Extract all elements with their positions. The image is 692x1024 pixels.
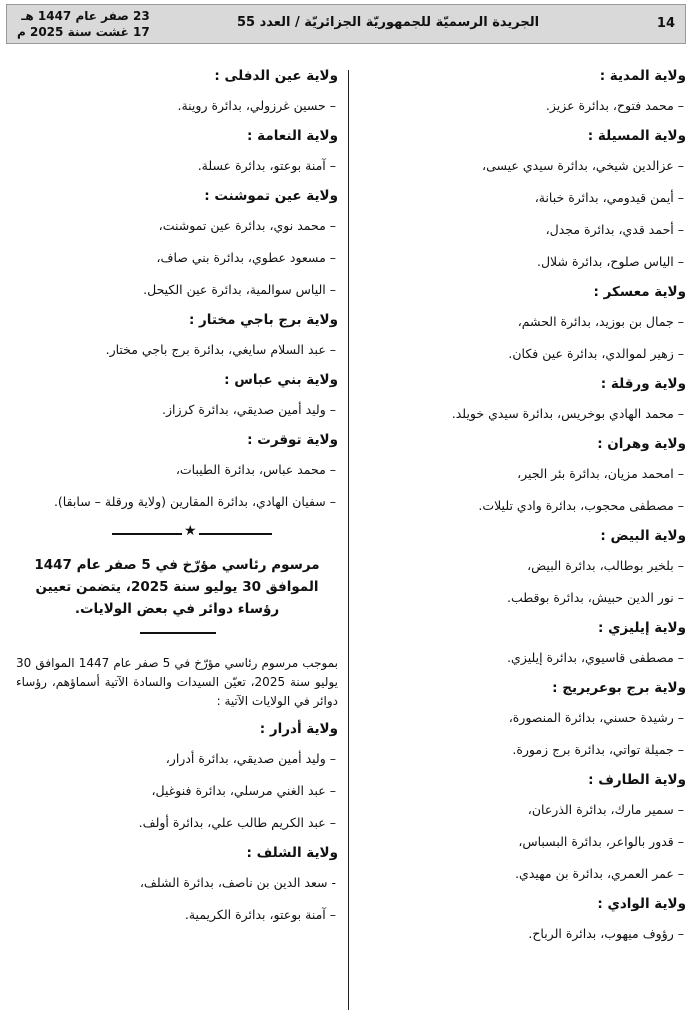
page-number: 14 — [656, 16, 675, 31]
appointment-entry: – جميلة تواتي، بدائرة برج زمورة. — [512, 742, 684, 757]
right-column — [360, 62, 686, 950]
wilaya-heading: ولاية الوادي : — [597, 896, 686, 912]
date-hijri: 23 صفر عام 1447 هـ — [21, 9, 150, 23]
appointment-entry: – آمنة بوعتو، بدائرة الكريمية. — [184, 907, 336, 922]
left-column — [16, 62, 338, 931]
appointment-entry: – عمر العمري، بدائرة بن مهيدي. — [515, 866, 684, 881]
appointment-entry: – عزالدين شيخي، بدائرة سيدي عيسى، — [482, 158, 684, 173]
appointment-entry: – مسعود عطوي، بدائرة بني صاف، — [156, 250, 336, 265]
wilaya-heading: ولاية النعامة : — [247, 128, 338, 144]
wilaya-heading: ولاية المسيلة : — [587, 128, 686, 144]
appointment-entry: – عبد السلام سايغي، بدائرة برج باجي مختار. — [105, 342, 336, 357]
left-sections-top — [16, 62, 338, 518]
appointment-entry: – رؤوف ميهوب، بدائرة الرباح. — [528, 926, 684, 941]
journal-title: الجريدة الرسميّة للجمهوريّة الجزائريّة / العدد 55 — [237, 15, 540, 30]
decree-body: بموجب مرسوم رئاسي مؤرّخ في 5 صفر عام 1447 الموافق 30 يوليو سنة 2025، تعيّن السيدات والسادة الآتية أسماؤهم، رؤساء دوائر في الولايات الآتية : — [16, 656, 338, 708]
wilaya-heading: ولاية المدية : — [599, 68, 686, 84]
appointment-entry: – سمير مارك، بدائرة الذرعان، — [527, 802, 684, 817]
appointment-entry: – محمد الهادي بوخريس، بدائرة سيدي خويلد. — [451, 406, 684, 421]
appointment-entry: – آمنة بوعتو، بدائرة عسلة. — [197, 158, 336, 173]
appointment-entry: – زهير لموالدي، بدائرة عين فكان. — [508, 346, 684, 361]
wilaya-heading: ولاية ورقلة : — [600, 376, 686, 392]
wilaya-heading: ولاية توقرت : — [247, 432, 338, 448]
left-sections-bottom — [16, 715, 338, 931]
appointment-entry: – الياس سوالمية، بدائرة عين الكيحل. — [143, 282, 336, 297]
appointment-entry: – قدور بالواعر، بدائرة البسباس، — [518, 834, 684, 849]
wilaya-heading: ولاية عين الدفلى : — [214, 68, 338, 84]
appointment-entry: – مصطفى قاسيوي، بدائرة إيليزي. — [507, 650, 684, 665]
appointment-entry: – عبد الكريم طالب علي، بدائرة أولف. — [138, 815, 336, 830]
appointment-entry: – رشيدة حسني، بدائرة المنصورة، — [508, 710, 684, 725]
appointment-entry: – امحمد مزيان، بدائرة بئر الجير، — [517, 466, 684, 481]
wilaya-heading: ولاية أدرار : — [259, 721, 338, 737]
appointment-entry: – حسين غرزولي، بدائرة روينة. — [177, 98, 336, 113]
appointment-entry: – وليد أمين صديقي، بدائرة أدرار، — [165, 751, 336, 766]
wilaya-heading: ولاية عين تموشنت : — [204, 188, 338, 204]
appointment-entry: – مصطفى محجوب، بدائرة وادي تليلات. — [478, 498, 684, 513]
star-icon: ★ — [184, 523, 197, 539]
decree-title: مرسوم رئاسي مؤرّخ في 5 صفر عام 1447 الموافق 30 يوليو سنة 2025، يتضمن تعيين رؤساء دوائر في بعض الولايات. — [34, 557, 320, 617]
wilaya-heading: ولاية بني عباس : — [224, 372, 338, 388]
wilaya-heading: ولاية إيليزي : — [598, 620, 686, 636]
wilaya-heading: ولاية الشلف : — [246, 845, 338, 861]
star-separator — [16, 522, 338, 550]
appointment-entry: – جمال بن بوزيد، بدائرة الحشم، — [517, 314, 684, 329]
page-header — [6, 4, 686, 44]
date-gregorian: 17 غشت سنة 2025 م — [17, 25, 150, 39]
wilaya-heading: ولاية وهران : — [597, 436, 686, 452]
appointment-entry: – سفيان الهادي، بدائرة المقارين (ولاية ورقلة – سابقا). — [53, 494, 336, 509]
appointment-entry: – محمد نوي، بدائرة عين تموشنت، — [158, 218, 336, 233]
appointment-entry: – الياس صلوح، بدائرة شلال. — [536, 254, 684, 269]
appointment-entry: – وليد أمين صديقي، بدائرة كرزاز. — [162, 402, 336, 417]
appointment-entry: – عبد الغني مرسلي، بدائرة فنوغيل، — [151, 783, 336, 798]
column-divider — [348, 70, 349, 1010]
appointment-entry: – بلخير بوطالب، بدائرة البيض، — [527, 558, 684, 573]
wilaya-heading: ولاية برج بوعريريج : — [552, 680, 686, 696]
appointment-entry: - سعد الدين بن ناصف، بدائرة الشلف، — [139, 875, 336, 890]
issue-date — [17, 8, 150, 40]
wilaya-heading: ولاية الطارف : — [588, 772, 686, 788]
wilaya-heading: ولاية البيض : — [600, 528, 686, 544]
appointment-entry: – أحمد قدي، بدائرة مجدل، — [545, 222, 684, 237]
short-separator — [16, 620, 338, 640]
wilaya-heading: ولاية برج باجي مختار : — [188, 312, 338, 328]
wilaya-heading: ولاية معسكر : — [593, 284, 686, 300]
appointment-entry: – محمد عباس، بدائرة الطيبات، — [175, 462, 336, 477]
appointment-entry: – محمد فتوح، بدائرة عزيز. — [545, 98, 684, 113]
appointment-entry: – أيمن قيدومي، بدائرة خبانة، — [534, 190, 684, 205]
appointment-entry: – نور الدين حبيش، بدائرة بوقطب. — [506, 590, 684, 605]
